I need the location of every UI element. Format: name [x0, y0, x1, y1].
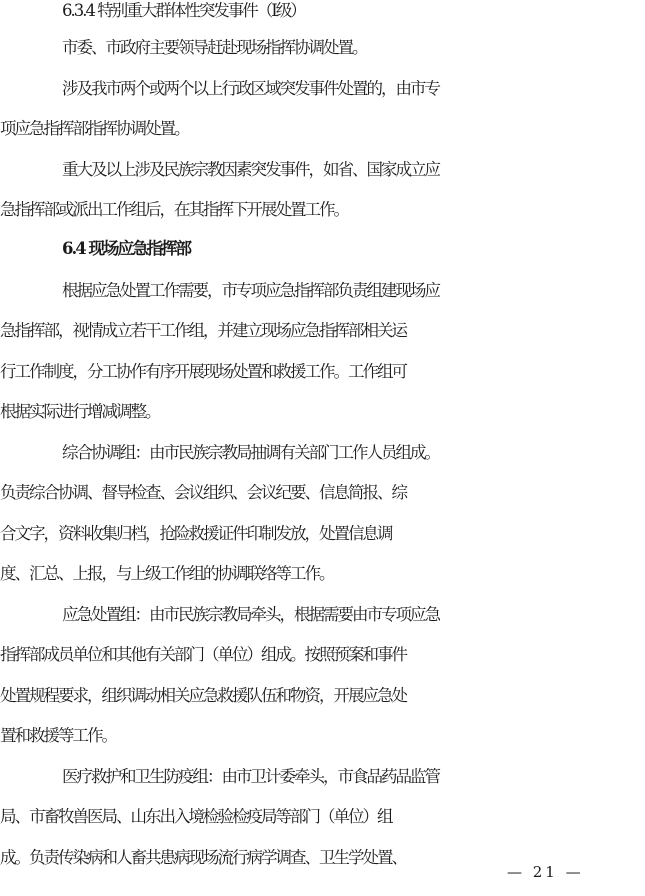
- paragraph-line: 涉及我市两个或两个以上行政区域突发事件处置的，由市专: [62, 79, 439, 98]
- paragraph-line: 合文字，资料收集归档，抢险救援证件印制发放，处置信息调: [0, 524, 392, 543]
- paragraph-line: 应急处置组：由市民族宗教局牵头，根据需要由市专项应急: [62, 605, 439, 624]
- paragraph-line: 行工作制度，分工协作有序开展现场处置和救援工作。工作组可: [0, 362, 406, 381]
- paragraph-line: 急指挥部，视情成立若干工作组，并建立现场应急指挥部相关运: [0, 321, 406, 340]
- paragraph-line: 市委、市政府主要领导赶赴现场指挥协调处置。: [62, 38, 367, 57]
- paragraph-line: 急指挥部或派出工作组后，在其指挥下开展处置工作。: [0, 200, 348, 219]
- paragraph-line: 度、汇总、上报，与上级工作组的协调联络等工作。: [0, 564, 334, 583]
- paragraph-line: 处置规程要求，组织调动相关应急救援队伍和物资，开展应急处: [0, 686, 406, 705]
- paragraph-line: 重大及以上涉及民族宗教因素突发事件，如省、国家成立应: [62, 160, 439, 179]
- paragraph-line: 指挥部成员单位和其他有关部门（单位）组成。按照预案和事件: [0, 645, 406, 664]
- section-heading-6-3-4: 6.3.4 特别重大群体性突发事件（Ⅰ级）: [62, 1, 305, 20]
- page-number: — 21 —: [507, 863, 584, 881]
- paragraph-line: 置和救援等工作。: [0, 726, 116, 745]
- paragraph-line: 根据应急处置工作需要，市专项应急指挥部负责组建现场应: [62, 281, 439, 300]
- paragraph-line: 成。负责传染病和人畜共患病现场流行病学调查、卫生学处置、: [0, 848, 406, 867]
- paragraph-line: 综合协调组：由市民族宗教局抽调有关部门工作人员组成。: [62, 443, 439, 462]
- paragraph-line: 根据实际进行增减调整。: [0, 402, 160, 421]
- paragraph-line: 负责综合协调、督导检查、会议组织、会议纪要、信息简报、综: [0, 483, 406, 502]
- paragraph-line: 局、市畜牧兽医局、山东出入境检验检疫局等部门（单位）组: [0, 807, 392, 826]
- paragraph-line: 医疗救护和卫生防疫组：由市卫计委牵头，市食品药品监管: [62, 767, 439, 786]
- paragraph-line: 项应急指挥部指挥协调处置。: [0, 119, 189, 138]
- section-heading-6-4: 6.4 现场应急指挥部: [62, 239, 190, 258]
